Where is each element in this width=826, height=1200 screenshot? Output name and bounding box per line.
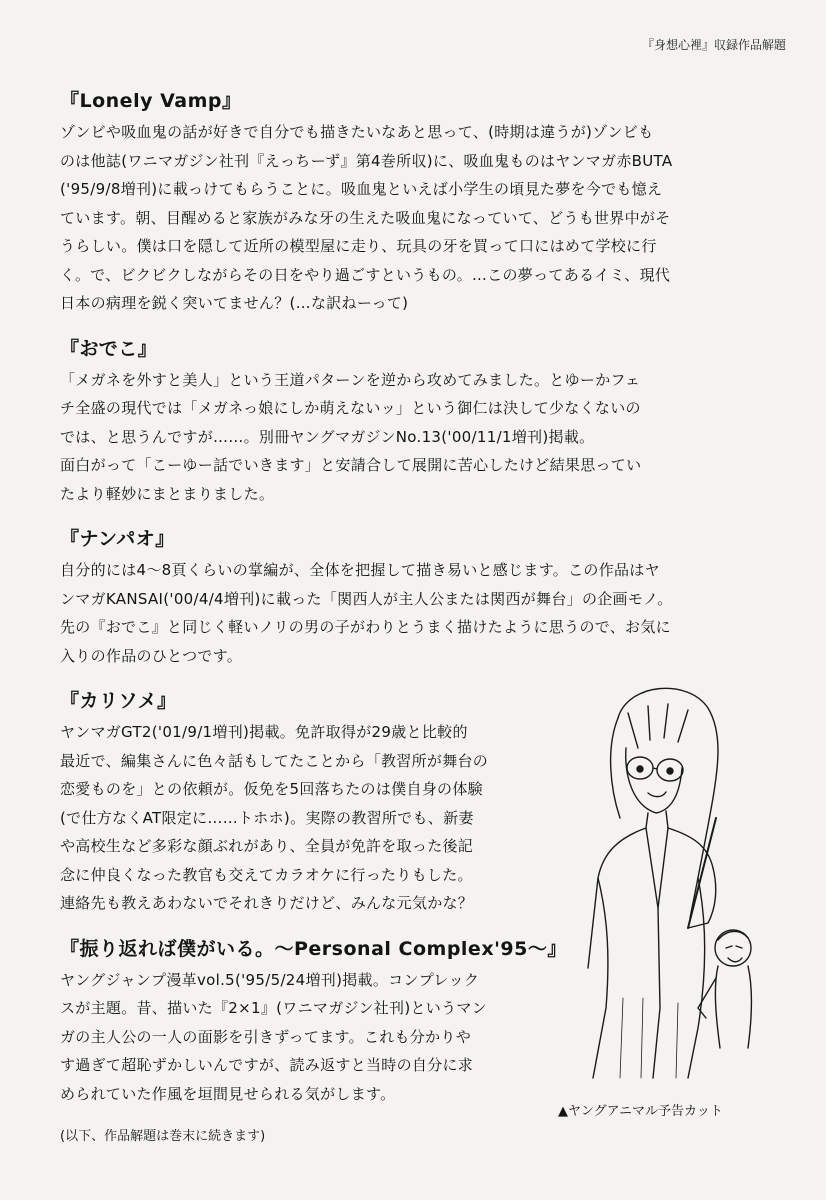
section-title: 『おでこ』 [60,337,158,360]
text-line: ンマガKANSAI('00/4/4増刊)に載った「関西人が主人公または関西が舞台」の企画モノ。 [60,589,673,608]
text-line: たより軽妙にまとまりました。 [60,484,275,503]
text-line: ガの主人公の一人の面影を引きずってます。これも分かりや [60,1027,472,1046]
text-line: 恋愛ものを」との依頼が。仮免を5回落ちたのは僕自身の体験 [60,780,483,798]
section-title: 『振り返れば僕がいる。～Personal Complex'95～』 [60,937,567,960]
text-line: ています。朝、目醒めると家族がみな牙の生えた吸血鬼になっていて、どうも世界中がそ [60,208,671,227]
text-line: 入りの作品のひとつです。 [60,646,243,665]
text-line: す過ぎて超恥ずかしいんですが、読み返すと当時の自分に求 [60,1056,474,1074]
text-line: められていた作風を垣間見せられる気がします。 [60,1084,396,1103]
text-line: ('95/9/8増刊)に載っけてもらうことに。吸血鬼といえば小学生の頃見た夢を今でも憶え [60,180,663,198]
running-title: 『身想心裡』収録作品解題 [641,38,786,52]
text-line: 最近で、編集さんに色々話もしてたことから「教習所が舞台の [60,751,489,770]
text-line: うらしい。僕は口を隠して近所の模型屋に走り、玩具の牙を買って口にはめて学校に行 [60,237,657,255]
illustration-caption: ▲ヤングアニマル予告カット [558,1104,723,1119]
text-line: では、と思うんですが……。別冊ヤングマガジンNo.13('00/11/1増刊)掲載。 [60,427,595,446]
text-line: (で仕方なくAT限定に……トホホ)。実際の教習所でも、新妻 [60,808,474,827]
section-nanpao [60,526,790,670]
section-title: 『カリソメ』 [60,690,177,712]
continuation-note: (以下、作品解題は巻末に続きます) [60,1129,266,1144]
section-title: 『Lonely Vamp』 [60,90,242,112]
text-line: 日本の病理を鋭く突いてません？(…な訳ねーって) [60,294,409,312]
text-line: スが主題。昔、描いた『2×1』(ワニマガジン社刊)というマン [60,999,487,1017]
text-line: 自分的には4～8頁くらいの掌編が、全体を把握して描き易いと感じます。この作品はヤ [60,561,660,579]
text-line: や高校生など多彩な顔ぶれがあり、全員が免許を取った後記 [60,837,474,855]
text-line: チ全盛の現代では「メガネっ娘にしか萌えないッ」という御仁は決して少なくないの [60,399,641,417]
text-line: 念に仲良くなった教官も交えてカラオケに行ったりもした。 [60,865,473,884]
text-line: ヤンマガGT2('01/9/1増刊)掲載。免許取得が29歳と比較的 [60,723,468,741]
text-line: ゾンビや吸血鬼の話が好きで自分でも描きたいなあと思って、(時期は違うが)ゾンビも [60,123,654,141]
section-odeko [60,336,790,509]
text-line: 先の『おでこ』と同じく軽いノリの男の子がわりとうまく描けたように思うので、お気に [60,618,671,636]
text-line: ヤングジャンプ漫革vol.5('95/5/24増刊)掲載。コンプレック [60,970,480,989]
text-line: のは他誌(ワニマガジン社刊『えっちーず』第4巻所収)に、吸血鬼ものはヤンマガ赤BUTA [60,151,673,170]
manga-illustration [548,678,768,1090]
text-line: 「メガネを外すと美人」という王道パターンを逆から攻めてみました。とゆーかフェ [60,370,641,389]
text-line: く。で、ビクビクしながらその日をやり過ごすというもの。…この夢ってあるイミ、現代 [60,265,671,284]
section-lonely-vamp [60,88,790,318]
section-title: 『ナンパオ』 [60,528,175,550]
text-line: 面白がって「こーゆー話でいきます」と安請合して展開に苦心したけど結果思ってい [60,456,642,474]
text-line: 連絡先も教えあわないでそれきりだけど、みんな元気かな？ [60,894,474,912]
